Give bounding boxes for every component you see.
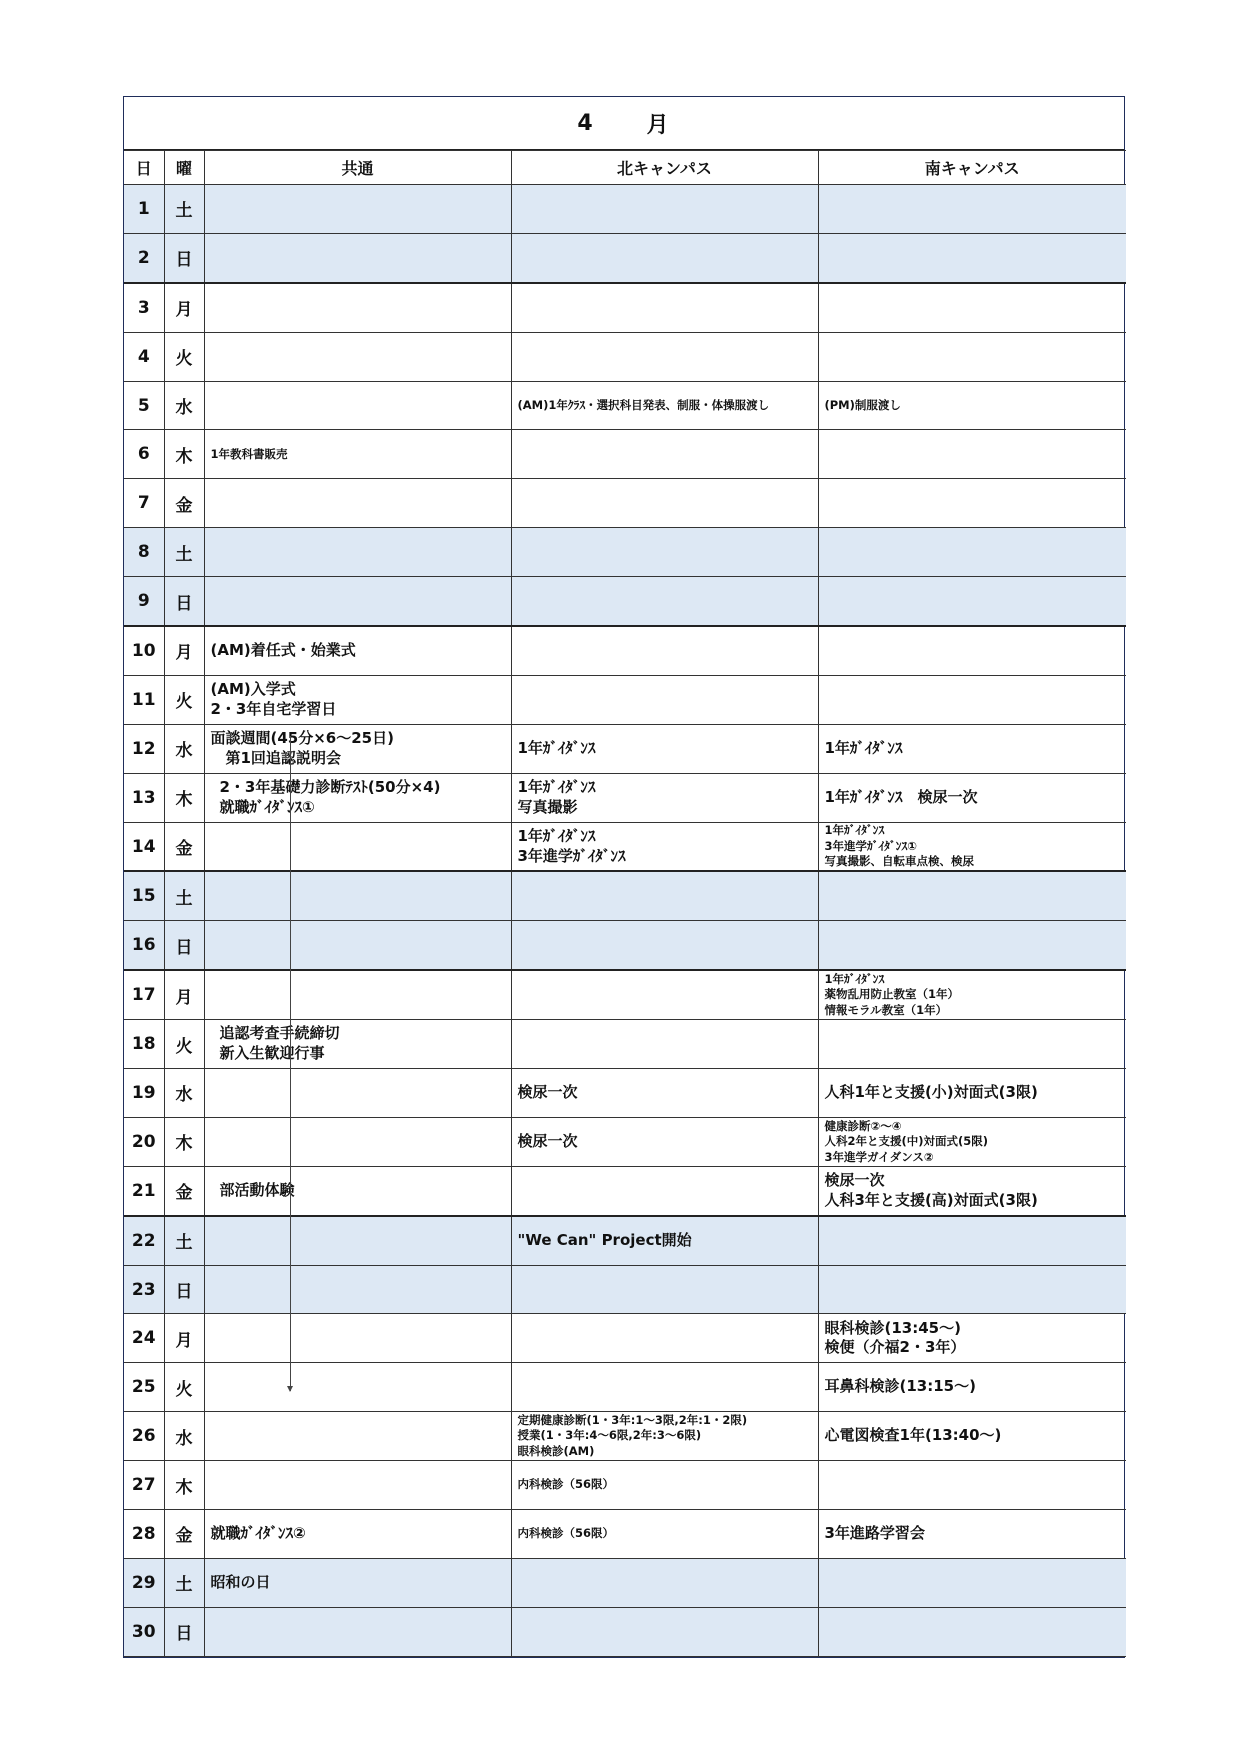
day-number: 28 (124, 1510, 164, 1559)
event-text: 1年ｶﾞｲﾀﾞﾝｽ (824, 971, 885, 986)
weekday: 金 (164, 822, 204, 871)
common-cell (204, 1607, 511, 1656)
day-row (124, 381, 1126, 430)
weekday: 月 (164, 970, 204, 1019)
north-campus-cell (511, 822, 818, 871)
event-text: 3年進学ｶﾞｲﾀﾞﾝｽ (517, 846, 626, 865)
common-cell (204, 1558, 511, 1607)
calendar-sheet (123, 96, 1125, 1658)
north-campus-cell (511, 332, 818, 381)
event-text: 写真撮影 (517, 797, 578, 816)
day-number: 16 (124, 921, 164, 970)
south-campus-cell (818, 185, 1126, 234)
event-text: 眼科検診(13:45～) (824, 1318, 961, 1337)
south-campus-cell (818, 1314, 1126, 1363)
common-cell (204, 871, 511, 920)
event-text: 1年教科書販売 (210, 446, 288, 461)
south-campus-cell (818, 1510, 1126, 1559)
day-row (124, 185, 1126, 234)
common-cell (204, 332, 511, 381)
north-campus-cell (511, 283, 818, 332)
south-campus-cell (818, 1117, 1126, 1166)
common-cell (204, 921, 511, 970)
south-campus-cell (818, 822, 1126, 871)
north-campus-cell (511, 185, 818, 234)
event-text: 1年ｶﾞｲﾀﾞﾝｽ 検尿一次 (824, 787, 978, 806)
south-campus-cell (818, 1607, 1126, 1656)
weekday: 月 (164, 1314, 204, 1363)
common-cell (204, 1461, 511, 1510)
north-campus-cell (511, 1020, 818, 1069)
event-text: 人科1年と支援(小)対面式(3限) (824, 1083, 1038, 1102)
day-number: 8 (124, 528, 164, 577)
weekday: 土 (164, 185, 204, 234)
day-number: 1 (124, 185, 164, 234)
event-text: 3年進路学習会 (824, 1524, 925, 1543)
day-number: 5 (124, 381, 164, 430)
weekday: 木 (164, 430, 204, 479)
day-number: 15 (124, 871, 164, 920)
weekday: 木 (164, 773, 204, 822)
day-row (124, 430, 1126, 479)
north-campus-cell (511, 1412, 818, 1461)
day-number: 10 (124, 626, 164, 675)
common-cell (204, 233, 511, 282)
south-campus-cell (818, 1069, 1126, 1118)
event-text: 眼科検診(AM) (517, 1443, 595, 1458)
day-row (124, 1166, 1126, 1215)
common-cell (204, 577, 511, 626)
event-text: (AM)入学式 (210, 680, 296, 699)
month-number: 4 (577, 110, 595, 136)
north-campus-cell (511, 1363, 818, 1412)
north-campus-cell (511, 1117, 818, 1166)
day-number: 29 (124, 1558, 164, 1607)
weekday: 金 (164, 1510, 204, 1559)
day-number: 21 (124, 1166, 164, 1215)
weekday: 土 (164, 1216, 204, 1265)
event-text: 1年ｶﾞｲﾀﾞﾝｽ (517, 826, 596, 845)
day-row (124, 921, 1126, 970)
day-number: 19 (124, 1069, 164, 1118)
common-cell (204, 283, 511, 332)
south-campus-cell (818, 332, 1126, 381)
event-text: 第1回追認説明会 (210, 748, 341, 767)
day-row (124, 1363, 1126, 1412)
north-campus-cell (511, 724, 818, 773)
north-campus-cell (511, 773, 818, 822)
north-campus-cell (511, 1558, 818, 1607)
common-cell (204, 430, 511, 479)
common-cell (204, 1166, 511, 1215)
day-row (124, 1461, 1126, 1510)
weekday: 日 (164, 233, 204, 282)
north-campus-cell (511, 970, 818, 1019)
weekday: 金 (164, 1166, 204, 1215)
day-number: 2 (124, 233, 164, 282)
day-row (124, 479, 1126, 528)
south-campus-cell (818, 1216, 1126, 1265)
north-campus-cell (511, 479, 818, 528)
common-cell (204, 970, 511, 1019)
south-campus-cell (818, 283, 1126, 332)
header-row (124, 151, 1126, 185)
north-campus-cell (511, 1265, 818, 1314)
day-row (124, 577, 1126, 626)
north-campus-cell (511, 1314, 818, 1363)
weekday: 水 (164, 1412, 204, 1461)
weekday: 月 (164, 626, 204, 675)
header-north-campus: 北キャンパス (511, 151, 818, 185)
day-row (124, 1265, 1126, 1314)
day-number: 13 (124, 773, 164, 822)
north-campus-cell (511, 430, 818, 479)
north-campus-cell (511, 1607, 818, 1656)
day-row (124, 822, 1126, 871)
day-row (124, 1117, 1126, 1166)
day-number: 27 (124, 1461, 164, 1510)
common-cell (204, 1069, 511, 1118)
north-campus-cell (511, 1166, 818, 1215)
event-text: 就職ｶﾞｲﾀﾞﾝｽ② (210, 1524, 306, 1543)
day-number: 20 (124, 1117, 164, 1166)
day-number: 7 (124, 479, 164, 528)
event-text: 内科検診（56限） (517, 1477, 615, 1492)
event-text: 1年ｶﾞｲﾀﾞﾝｽ (824, 738, 903, 757)
day-row (124, 724, 1126, 773)
north-campus-cell (511, 1461, 818, 1510)
common-cell (204, 1216, 511, 1265)
north-campus-cell (511, 675, 818, 724)
event-text: 1年ｶﾞｲﾀﾞﾝｽ (824, 823, 885, 838)
day-row (124, 1607, 1126, 1656)
event-text: 面談週間(45分×6～25日) (210, 728, 394, 747)
day-row (124, 1412, 1126, 1461)
south-campus-cell (818, 528, 1126, 577)
event-text: 耳鼻科検診(13:15～) (824, 1377, 976, 1396)
south-campus-cell (818, 970, 1126, 1019)
weekday: 日 (164, 577, 204, 626)
weekday: 水 (164, 381, 204, 430)
day-number: 6 (124, 430, 164, 479)
day-row (124, 1020, 1126, 1069)
south-campus-cell (818, 773, 1126, 822)
common-cell (204, 185, 511, 234)
day-row (124, 773, 1126, 822)
event-text: 昭和の日 (210, 1572, 271, 1591)
south-campus-cell (818, 479, 1126, 528)
south-campus-cell (818, 1461, 1126, 1510)
day-row (124, 1510, 1126, 1559)
day-number: 14 (124, 822, 164, 871)
common-cell (204, 381, 511, 430)
event-text: 追認考査手続締切 (219, 1024, 340, 1043)
event-text: "We Can" Project開始 (517, 1230, 692, 1249)
common-cell (204, 1020, 511, 1069)
south-campus-cell (818, 430, 1126, 479)
day-number: 9 (124, 577, 164, 626)
event-text: 新入生歓迎行事 (219, 1044, 325, 1063)
common-cell (204, 1314, 511, 1363)
north-campus-cell (511, 577, 818, 626)
event-text: 就職ｶﾞｲﾀﾞﾝｽ① (219, 797, 315, 816)
north-campus-cell (511, 233, 818, 282)
event-text: 授業(1・3年:4～6限,2年:3～6限) (517, 1428, 702, 1443)
day-number: 25 (124, 1363, 164, 1412)
south-campus-cell (818, 1558, 1126, 1607)
south-campus-cell (818, 1166, 1126, 1215)
weekday: 土 (164, 528, 204, 577)
common-cell (204, 773, 511, 822)
south-campus-cell (818, 233, 1126, 282)
north-campus-cell (511, 1216, 818, 1265)
weekday: 土 (164, 1558, 204, 1607)
event-text: 検尿一次 (824, 1170, 885, 1189)
month-label: 月 (646, 112, 671, 138)
day-row (124, 675, 1126, 724)
north-campus-cell (511, 381, 818, 430)
day-number: 30 (124, 1607, 164, 1656)
day-number: 3 (124, 283, 164, 332)
day-row (124, 233, 1126, 282)
event-text: 薬物乱用防止教室（1年） (824, 987, 960, 1002)
day-number: 4 (124, 332, 164, 381)
event-text: 1年ｶﾞｲﾀﾞﾝｽ (517, 777, 596, 796)
south-campus-cell (818, 1363, 1126, 1412)
common-cell (204, 724, 511, 773)
weekday: 火 (164, 1363, 204, 1412)
day-row (124, 528, 1126, 577)
weekday: 水 (164, 724, 204, 773)
common-cell (204, 528, 511, 577)
weekday: 木 (164, 1461, 204, 1510)
day-row (124, 970, 1126, 1019)
event-text: 3年進学ｶﾞｲﾀﾞﾝｽ① (824, 838, 917, 853)
south-campus-cell (818, 1412, 1126, 1461)
common-cell (204, 1117, 511, 1166)
south-campus-cell (818, 1265, 1126, 1314)
event-text: 部活動体験 (219, 1180, 295, 1199)
day-number: 24 (124, 1314, 164, 1363)
day-row (124, 1558, 1126, 1607)
schedule-table (124, 150, 1126, 1657)
event-text: 情報モラル教室（1年） (824, 1002, 948, 1017)
weekday: 月 (164, 283, 204, 332)
day-number: 12 (124, 724, 164, 773)
south-campus-cell (818, 381, 1126, 430)
south-campus-cell (818, 626, 1126, 675)
north-campus-cell (511, 871, 818, 920)
weekday: 日 (164, 921, 204, 970)
header-day: 日 (124, 151, 164, 185)
weekday: 火 (164, 332, 204, 381)
north-campus-cell (511, 1510, 818, 1559)
event-text: 定期健康診断(1・3年:1～3限,2年:1・2限) (517, 1412, 748, 1427)
day-number: 17 (124, 970, 164, 1019)
day-number: 23 (124, 1265, 164, 1314)
south-campus-cell (818, 921, 1126, 970)
event-text: 人科2年と支援(中)対面式(5限) (824, 1134, 989, 1149)
day-number: 26 (124, 1412, 164, 1461)
event-text: 人科3年と支援(高)対面式(3限) (824, 1190, 1038, 1209)
south-campus-cell (818, 724, 1126, 773)
event-text: 1年ｶﾞｲﾀﾞﾝｽ (517, 738, 596, 757)
north-campus-cell (511, 626, 818, 675)
day-number: 11 (124, 675, 164, 724)
day-number: 22 (124, 1216, 164, 1265)
day-row (124, 283, 1126, 332)
weekday: 水 (164, 1069, 204, 1118)
north-campus-cell (511, 921, 818, 970)
header-south-campus: 南キャンパス (818, 151, 1126, 185)
event-text: 内科検診（56限） (517, 1526, 615, 1541)
day-row (124, 1216, 1126, 1265)
event-text: 心電図検査1年(13:40～) (824, 1426, 1002, 1445)
common-cell (204, 675, 511, 724)
common-cell (204, 822, 511, 871)
weekday: 木 (164, 1117, 204, 1166)
event-text: (AM)1年ｸﾗｽ・選択科目発表、制服・体操服渡し (517, 397, 770, 412)
event-text: 2・3年自宅学習日 (210, 699, 337, 718)
common-cell (204, 1412, 511, 1461)
common-cell (204, 479, 511, 528)
weekday: 日 (164, 1265, 204, 1314)
north-campus-cell (511, 1069, 818, 1118)
south-campus-cell (818, 675, 1126, 724)
weekday: 土 (164, 871, 204, 920)
event-text: 写真撮影、自転車点検、検尿 (824, 854, 974, 869)
day-row (124, 1314, 1126, 1363)
weekday: 火 (164, 1020, 204, 1069)
south-campus-cell (818, 1020, 1126, 1069)
month-title (124, 97, 1124, 150)
day-row (124, 332, 1126, 381)
common-cell (204, 1265, 511, 1314)
event-text: (AM)着任式・始業式 (210, 641, 356, 660)
south-campus-cell (818, 871, 1126, 920)
south-campus-cell (818, 577, 1126, 626)
day-row (124, 1069, 1126, 1118)
day-row (124, 871, 1126, 920)
event-text: 健康診断②～④ (824, 1118, 902, 1133)
header-weekday: 曜 (164, 151, 204, 185)
event-text: 検尿一次 (517, 1131, 578, 1150)
event-text: 2・3年基礎力診断ﾃｽﾄ(50分×4) (219, 777, 441, 796)
weekday: 日 (164, 1607, 204, 1656)
event-text: 検尿一次 (517, 1083, 578, 1102)
event-text: 3年進学ガイダンス② (824, 1149, 934, 1164)
common-cell (204, 626, 511, 675)
common-cell (204, 1510, 511, 1559)
weekday: 火 (164, 675, 204, 724)
day-number: 18 (124, 1020, 164, 1069)
event-text: (PM)制服渡し (824, 397, 901, 412)
day-row (124, 626, 1126, 675)
interview-period-arrow (290, 736, 291, 1391)
common-cell (204, 1363, 511, 1412)
schedule-rows (124, 185, 1126, 1657)
north-campus-cell (511, 528, 818, 577)
header-common: 共通 (204, 151, 511, 185)
event-text: 検便（介福2・3年） (824, 1338, 966, 1357)
weekday: 金 (164, 479, 204, 528)
